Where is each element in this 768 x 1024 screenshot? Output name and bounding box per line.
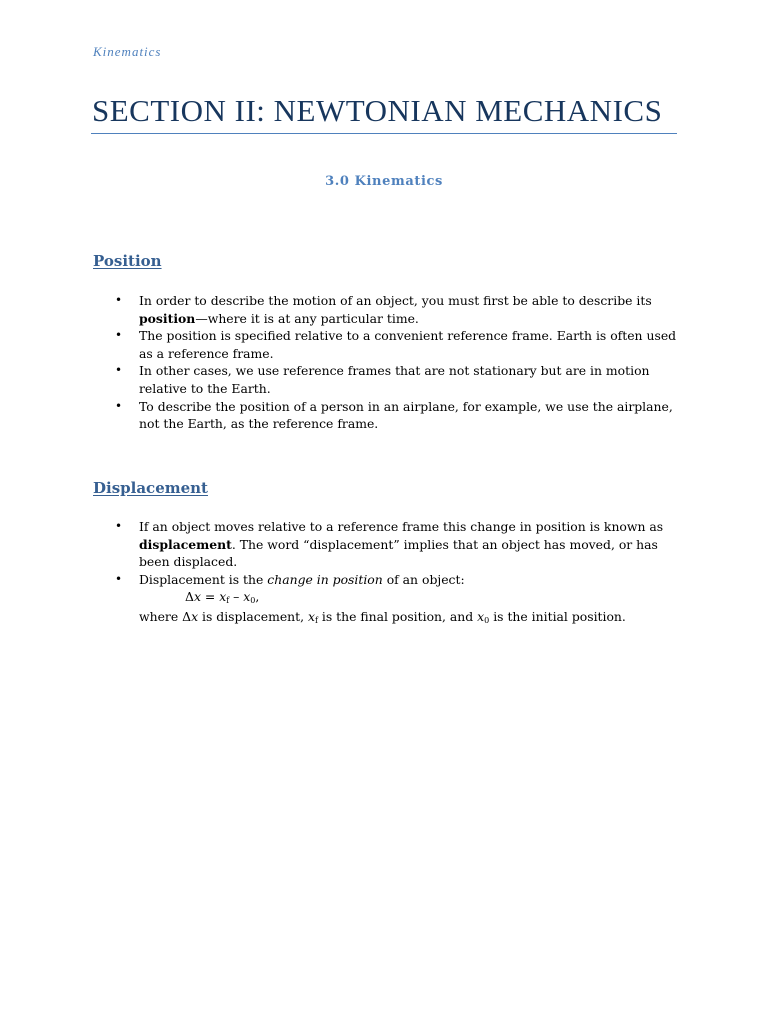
bullet-text: Displacement is the <box>139 571 268 587</box>
heading-displacement: Displacement <box>93 479 208 497</box>
position-bullet-list <box>0 292 768 433</box>
running-header: Kinematics <box>93 44 162 59</box>
bullet-text: . The word “displacement” implies that an object has moved, or has been displaced. <box>139 536 658 570</box>
eq-comma: , <box>255 589 260 605</box>
section-subtitle: 3.0 Kinematics <box>325 174 443 189</box>
bullet-icon: • <box>115 519 123 533</box>
where-text: is the final position, and <box>317 608 478 624</box>
displacement-bullet-list <box>0 518 768 628</box>
title-underline-rule <box>91 133 677 134</box>
eq-var: x <box>308 608 315 624</box>
bullet-icon: • <box>115 363 123 378</box>
eq-equals: = <box>200 589 220 605</box>
bold-term: displacement <box>139 536 232 552</box>
bullet-text: In other cases, we use reference frames that are not stationary but are in motion relative to the Earth. <box>139 363 650 396</box>
bullet-icon: • <box>115 398 123 413</box>
bullet-text: of an object: <box>382 571 465 587</box>
bullet-text: The position is specified relative to a convenient reference frame. Earth is often used as a reference frame. <box>139 328 677 361</box>
list-item <box>0 518 768 571</box>
eq-var: x <box>193 589 201 605</box>
bullet-icon: • <box>115 293 123 307</box>
bullet-text: If an object moves relative to a reference frame this change in position is known as <box>139 519 664 534</box>
list-item <box>0 362 768 397</box>
bold-term: position <box>139 310 196 326</box>
eq-var: x <box>219 589 227 605</box>
where-text: where Δ <box>139 608 192 624</box>
italic-term: change in position <box>267 571 383 587</box>
eq-delta: Δ <box>185 589 194 605</box>
eq-minus: – <box>229 589 244 605</box>
list-item <box>0 292 768 327</box>
eq-subscript: f <box>226 596 230 606</box>
where-text: is the initial position. <box>489 608 626 624</box>
heading-position: Position <box>93 252 162 270</box>
displacement-equation <box>139 588 678 608</box>
eq-var: x <box>191 608 199 624</box>
bullet-text: To describe the position of a person in an airplane, for example, we use the airplane, not the Earth, as the reference frame. <box>139 398 673 432</box>
list-item <box>0 571 768 628</box>
bullet-icon: • <box>115 571 123 586</box>
bullet-icon: • <box>115 328 123 343</box>
eq-subscript: f <box>315 615 318 625</box>
bullet-text: —where it is at any particular time. <box>195 310 419 326</box>
eq-var: x <box>477 608 485 624</box>
where-text: is displacement, <box>198 608 308 624</box>
page-title: SECTION II: NEWTONIAN MECHANICS <box>92 93 663 128</box>
eq-subscript: 0 <box>250 596 256 606</box>
bullet-text: In order to describe the motion of an object, you must first be able to describe its <box>139 293 652 308</box>
list-item <box>0 327 768 362</box>
eq-subscript: 0 <box>484 615 490 625</box>
list-item <box>0 398 768 433</box>
eq-var: x <box>243 589 251 605</box>
